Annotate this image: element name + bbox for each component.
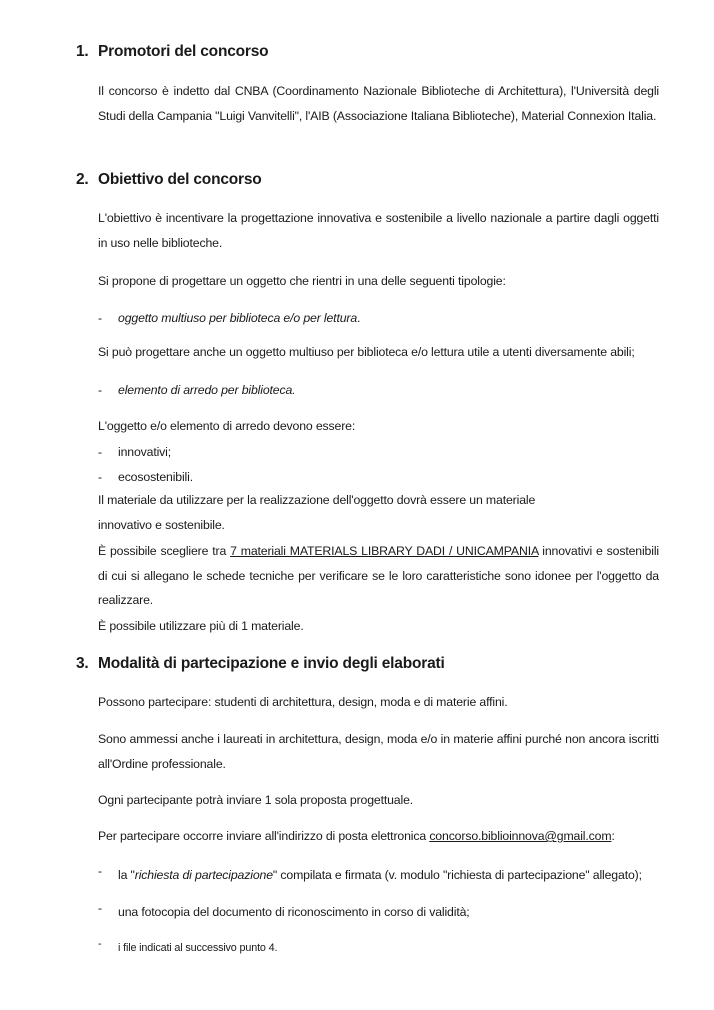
text-run: È possibile scegliere tra [98,544,231,558]
section-title: Obiettivo del concorso [98,171,262,188]
section-title: Modalità di partecipazione e invio degli elaborati [98,655,445,672]
list-item [98,903,659,921]
list-item [98,468,659,486]
bullet-dash: - [98,383,102,397]
list-item [98,866,659,884]
paragraph: Si può progettare anche un oggetto multiuso per biblioteca e/o lettura utile a utenti diversamente abili; [98,345,635,359]
paragraph: L'oggetto e/o elemento di arredo devono essere: [98,419,356,433]
paragraph: Sono ammessi anche i laureati in architettura, design, moda e/o in materie affini purché non ancora iscritti all'Ordine professionale. [98,732,659,771]
paragraph: Il concorso è indetto dal CNBA (Coordinamento Nazionale Biblioteche di Architettura), l'Università degli Studi della Campania "Luigi Vanvitelli", l'AIB (Associazione Italiana Biblioteche), Material Connexion Italia. [98,84,659,123]
bullet-dash: - [98,901,102,915]
list-item [98,939,659,957]
list-item-text: ecosostenibili. [118,470,193,484]
paragraph: È possibile utilizzare più di 1 materiale. [98,619,304,633]
paragraph [98,539,659,613]
section-number: 2. [76,171,89,188]
paragraph: Possono partecipare: studenti di architettura, design, moda e di materie affini. [98,695,508,709]
paragraph-line: innovativo e sostenibile. [98,518,225,532]
list-item [98,443,659,461]
bullet-dash: - [98,470,102,484]
bullet-dash: - [98,445,102,459]
list-item [98,381,659,399]
section-heading-3 [76,655,445,673]
paragraph: L'obiettivo è incentivare la progettazione innovativa e sostenibile a livello nazionale a partire dagli oggetti in uso nelle biblioteche. [98,211,659,250]
bullet-dash: - [98,864,102,878]
section-title: Promotori del concorso [98,43,269,60]
text-run: la " [118,868,135,882]
list-item-text: innovativi; [118,445,172,459]
list-item-text: elemento di arredo per biblioteca. [118,383,296,397]
list-item-text: i file indicati al successivo punto 4. [118,942,278,954]
paragraph [98,824,659,849]
bullet-dash: - [98,311,102,325]
email-link[interactable]: concorso.biblioinnova@gmail.com [429,829,612,843]
text-run: innovativi e sostenibili di cui si allegano le schede tecniche per verificare se le loro caratteristiche sono idonee per l'oggetto da realizzare. [98,544,659,607]
paragraph: Si propone di progettare un oggetto che rientri in una delle seguenti tipologie: [98,274,506,288]
text-run: " compilata e firmata (v. modulo "richiesta di partecipazione" allegato); [272,868,642,882]
section-heading-2 [76,171,262,189]
text-run: Per partecipare occorre inviare all'indirizzo di posta elettronica [98,829,430,843]
text-run: : [611,829,615,843]
section-number: 1. [76,43,89,60]
bullet-dash: - [98,938,102,950]
section-number: 3. [76,655,89,672]
list-item [98,309,659,327]
materials-library-link[interactable]: 7 materiali MATERIALS LIBRARY DADI / UNICAMPANIA [230,544,539,558]
paragraph-line: Il materiale da utilizzare per la realizzazione dell'oggetto dovrà essere un materiale [98,493,536,507]
section-heading-1 [76,43,268,61]
list-item-end: . [357,311,361,325]
paragraph: Ogni partecipante potrà inviare 1 sola proposta progettuale. [98,793,414,807]
list-item-text: oggetto multiuso per biblioteca e/o per lettura [118,311,358,325]
text-run-italic: richiesta di partecipazione [134,868,273,882]
list-item-text: una fotocopia del documento di riconoscimento in corso di validità; [118,905,470,919]
